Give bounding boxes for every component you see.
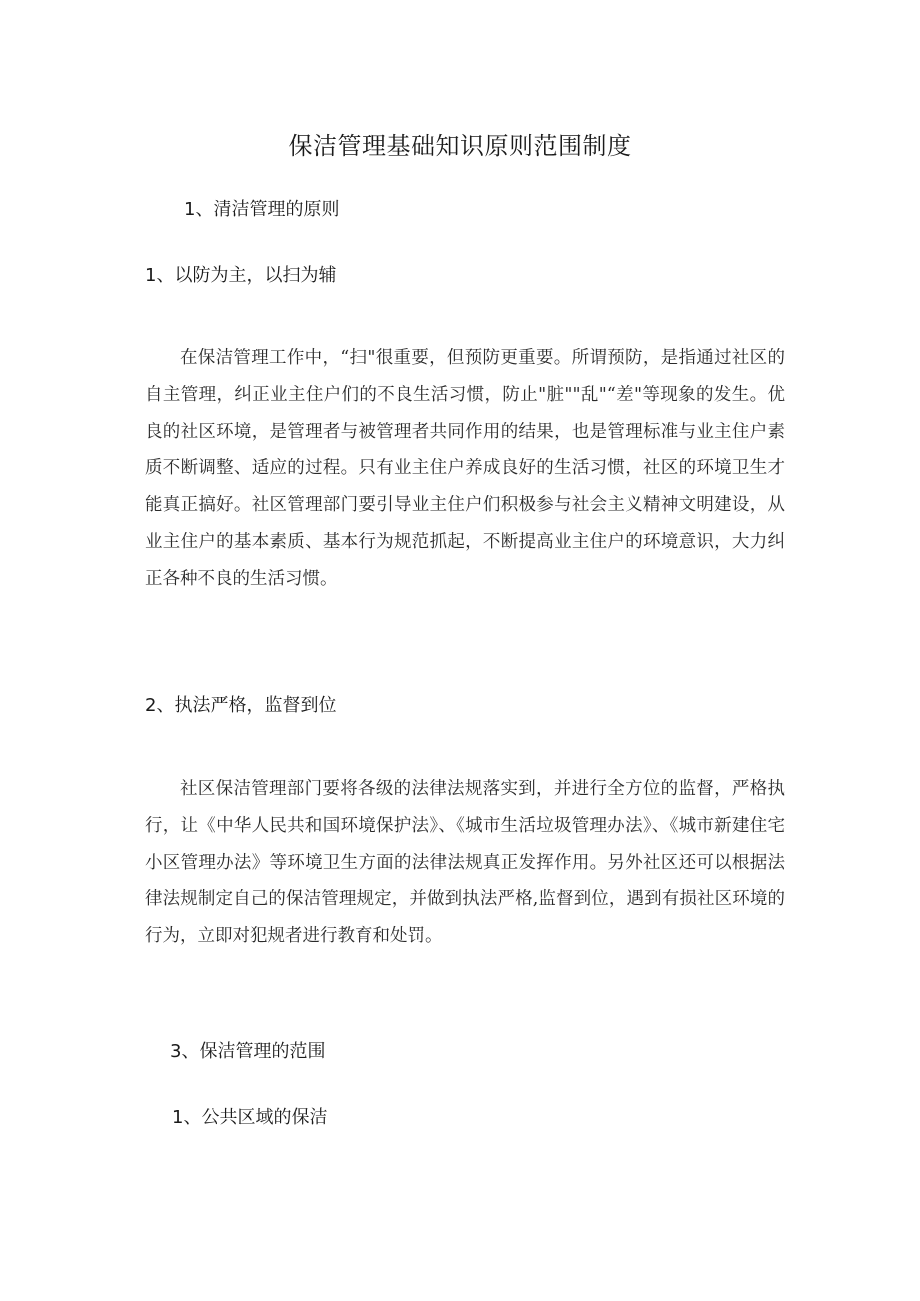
paragraph-prevention: 在保洁管理工作中，“扫"很重要，但预防更重要。所谓预防，是指通过社区的自主管理，纠正业主住户们的不良生活习惯，防止"脏""乱"“差"等现象的发生。优良的社区环境，是管理者与被管理者共同作用的结果，也是管理标准与业主住户素质不断调整、适应的过程。只有业主住户养成良好的生活习惯，社区的环境卫生才能真正搞好。社区管理部门要引导业主住户们积极参与社会主义精神文明建设，从业主住户的基本素质、基本行为规范抓起，不断提高业主住户的环境意识，大力纠正各种不良的生活习惯。 [145, 348, 785, 589]
subheading-public-area-cleaning: 1、公共区域的保洁 [172, 1107, 328, 1128]
paragraph-enforcement: 社区保洁管理部门要将各级的法律法规落实到，并进行全方位的监督，严格执行，让《中华人民共和国环境保护法》、《城市生活垃圾管理办法》、《城市新建住宅小区管理办法》等环境卫生方面的法律法规真正发挥作用。另外社区还可以根据法律法规制定自己的保洁管理规定，并做到执法严格,监督到位，遇到有损社区环境的行为，立即对犯规者进行教育和处罚。 [145, 779, 785, 947]
section-heading-cleaning-principles: 1、清洁管理的原则 [184, 199, 340, 220]
subheading-prevention-first: 1、以防为主，以扫为辅 [145, 265, 337, 286]
section-heading-cleaning-scope: 3、保洁管理的范围 [170, 1041, 326, 1062]
document-title: 保洁管理基础知识原则范围制度 [288, 132, 632, 160]
subheading-strict-enforcement: 2、执法严格，监督到位 [145, 695, 337, 716]
